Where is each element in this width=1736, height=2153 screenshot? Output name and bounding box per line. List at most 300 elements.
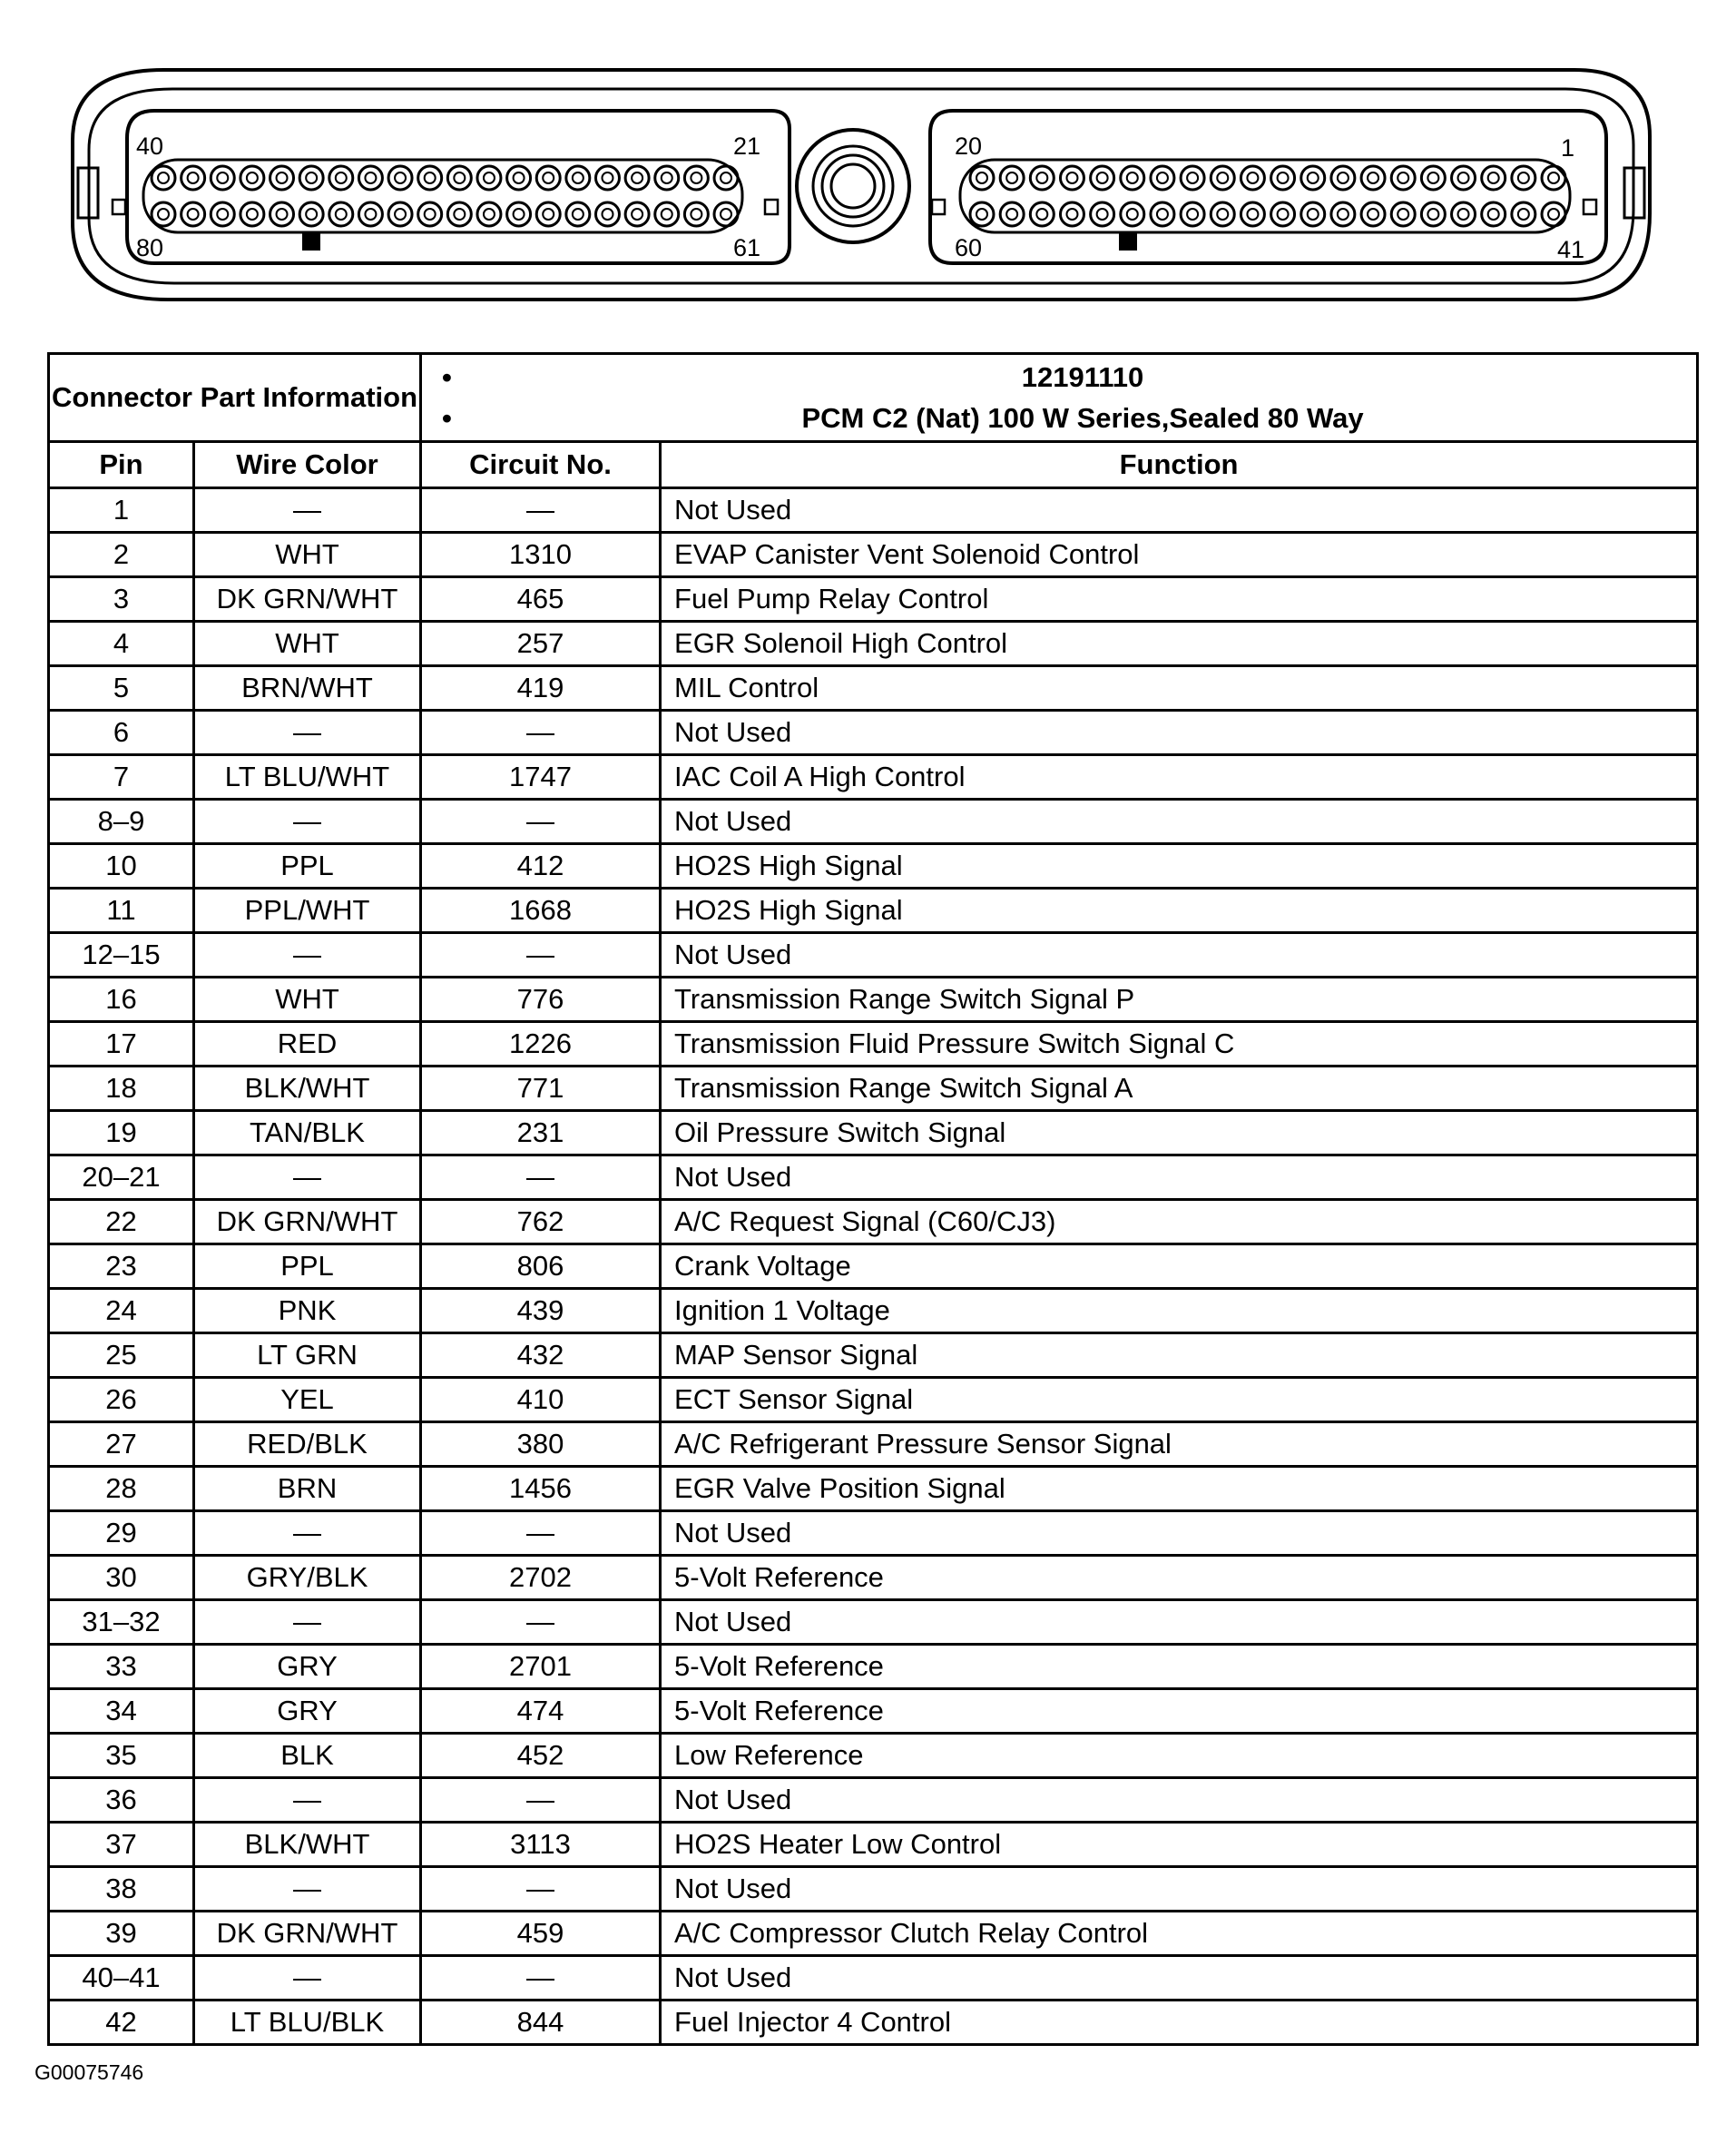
wire-color-cell: DK GRN/WHT [194, 577, 421, 622]
pin-socket-center [1548, 209, 1559, 220]
pin-socket-center [573, 172, 584, 183]
pin-socket [595, 166, 619, 190]
right-pin-block [930, 111, 1606, 263]
pin-label-1: 1 [1561, 134, 1575, 162]
table-row [49, 1244, 1698, 1289]
table-row [49, 533, 1698, 577]
pin-socket-center [217, 172, 228, 183]
pin-socket [536, 166, 560, 190]
pin-socket [1060, 166, 1084, 190]
pin-socket [507, 166, 531, 190]
right-key-square [1584, 200, 1596, 214]
table-row [49, 1867, 1698, 1912]
pin-socket-center [632, 172, 642, 183]
wire-color-cell: PPL/WHT [194, 889, 421, 933]
pin-socket-center [1458, 172, 1469, 183]
table-row [49, 1511, 1698, 1556]
wire-color-cell: BRN [194, 1467, 421, 1511]
wire-color-cell: WHT [194, 533, 421, 577]
function-cell: Not Used [661, 1956, 1698, 2001]
pin-socket-center [1127, 209, 1138, 220]
pin-socket-center [1308, 172, 1319, 183]
function-cell: A/C Refrigerant Pressure Sensor Signal [661, 1422, 1698, 1467]
wire-color-cell: DK GRN/WHT [194, 1912, 421, 1956]
pin-socket-center [514, 172, 525, 183]
pin-socket [625, 166, 649, 190]
wire-color-cell: DK GRN/WHT [194, 1200, 421, 1244]
pin-socket-center [1066, 172, 1077, 183]
pin-socket-center [454, 209, 465, 220]
pin-cell: 10 [49, 844, 194, 889]
pin-socket [595, 202, 619, 226]
table-row [49, 978, 1698, 1022]
pin-socket-center [217, 209, 228, 220]
pin-socket [1452, 202, 1476, 226]
wire-color-cell: — [194, 1155, 421, 1200]
pin-socket-center [1548, 172, 1559, 183]
table-row [49, 1645, 1698, 1689]
pin-socket-center [1217, 172, 1228, 183]
pin-socket [1211, 202, 1234, 226]
right-pin-array [970, 166, 1565, 226]
pin-socket-center [1247, 209, 1258, 220]
pin-socket-center [425, 172, 436, 183]
pin-socket [1151, 166, 1174, 190]
pin-socket [240, 202, 264, 226]
column-header-wire-color: Wire Color [194, 442, 421, 488]
pin-cell: 31–32 [49, 1600, 194, 1645]
table-row [49, 889, 1698, 933]
connector-pinout-table [47, 352, 1699, 2046]
right-polarity-mark [1119, 232, 1137, 251]
function-cell: IAC Coil A High Control [661, 755, 1698, 800]
pin-socket-center [158, 172, 169, 183]
pin-socket [1271, 202, 1295, 226]
pin-socket-center [573, 209, 584, 220]
pin-socket [1000, 202, 1024, 226]
circuit-no-cell: 419 [421, 666, 661, 711]
pin-cell: 35 [49, 1734, 194, 1778]
pin-socket-center [602, 209, 613, 220]
pin-socket [1211, 166, 1234, 190]
pin-socket-center [1036, 209, 1047, 220]
circuit-no-cell: 2701 [421, 1645, 661, 1689]
circuit-no-cell: 776 [421, 978, 661, 1022]
pin-socket [477, 202, 501, 226]
wire-color-cell: — [194, 1867, 421, 1912]
pin-socket [1241, 202, 1264, 226]
function-cell: Not Used [661, 1155, 1698, 1200]
wire-color-cell: — [194, 1600, 421, 1645]
pin-socket-center [514, 209, 525, 220]
table-row [49, 2001, 1698, 2045]
pin-socket-center [1518, 209, 1529, 220]
wire-color-cell: BLK/WHT [194, 1067, 421, 1111]
pin-socket [152, 202, 175, 226]
pin-socket-center [662, 209, 672, 220]
function-cell: HO2S High Signal [661, 889, 1698, 933]
pin-cell: 42 [49, 2001, 194, 2045]
pin-socket [1452, 166, 1476, 190]
pin-socket-center [1097, 209, 1108, 220]
pin-socket-center [277, 209, 288, 220]
column-header-pin: Pin [49, 442, 194, 488]
pin-socket-center [1187, 172, 1198, 183]
pin-socket-center [395, 172, 406, 183]
function-cell: 5-Volt Reference [661, 1689, 1698, 1734]
pin-socket [655, 202, 679, 226]
part-info-values [421, 354, 1698, 442]
table-row [49, 800, 1698, 844]
pin-socket-center [1278, 209, 1289, 220]
table-row [49, 1200, 1698, 1244]
center-left-key-square [765, 200, 778, 214]
function-cell: Transmission Range Switch Signal P [661, 978, 1698, 1022]
function-cell: Not Used [661, 1511, 1698, 1556]
pin-socket-center [1368, 209, 1378, 220]
pin-socket-center [1217, 209, 1228, 220]
function-cell: A/C Compressor Clutch Relay Control [661, 1912, 1698, 1956]
pin-socket-center [454, 172, 465, 183]
circuit-no-cell: — [421, 711, 661, 755]
wire-color-cell: LT GRN [194, 1333, 421, 1378]
table-row [49, 1155, 1698, 1200]
pin-socket-center [158, 209, 169, 220]
wire-color-cell: WHT [194, 622, 421, 666]
table-row [49, 755, 1698, 800]
pin-socket [1512, 202, 1535, 226]
pin-socket [1091, 166, 1114, 190]
wire-color-cell: — [194, 800, 421, 844]
pin-socket [1301, 202, 1325, 226]
wire-color-cell: BLK/WHT [194, 1823, 421, 1867]
pin-socket [1391, 202, 1415, 226]
pin-socket [181, 202, 205, 226]
circuit-no-cell: 1747 [421, 755, 661, 800]
pin-cell: 4 [49, 622, 194, 666]
pin-socket [388, 166, 412, 190]
circuit-no-cell: 231 [421, 1111, 661, 1155]
wire-color-cell: PPL [194, 844, 421, 889]
pin-socket [270, 166, 294, 190]
pin-socket-center [1427, 209, 1438, 220]
circuit-no-cell: 257 [421, 622, 661, 666]
pin-socket [1181, 202, 1204, 226]
wire-color-cell: TAN/BLK [194, 1111, 421, 1155]
pin-socket [418, 202, 442, 226]
pin-cell: 24 [49, 1289, 194, 1333]
wire-color-cell: — [194, 1778, 421, 1823]
pin-socket [1121, 166, 1144, 190]
center-bolt-ring [813, 146, 893, 226]
pin-cell: 11 [49, 889, 194, 933]
circuit-no-cell: 452 [421, 1734, 661, 1778]
wire-color-cell: — [194, 1511, 421, 1556]
pin-socket [625, 202, 649, 226]
pin-socket [1391, 166, 1415, 190]
center-bolt-hole [831, 164, 875, 208]
pin-socket [477, 166, 501, 190]
pin-socket [1361, 166, 1385, 190]
pin-socket [447, 166, 471, 190]
pin-socket-center [1458, 209, 1469, 220]
circuit-no-cell: — [421, 488, 661, 533]
pin-cell: 7 [49, 755, 194, 800]
table-row [49, 1422, 1698, 1467]
table-row [49, 1022, 1698, 1067]
pin-socket [181, 166, 205, 190]
table-row [49, 622, 1698, 666]
circuit-no-cell: 1668 [421, 889, 661, 933]
pin-socket [1421, 202, 1445, 226]
pin-socket-center [1157, 172, 1168, 183]
pin-socket-center [365, 172, 376, 183]
pin-socket-center [662, 172, 672, 183]
pin-socket-center [1308, 209, 1319, 220]
function-cell: HO2S High Signal [661, 844, 1698, 889]
function-cell: Fuel Pump Relay Control [661, 577, 1698, 622]
pin-label-40: 40 [136, 133, 164, 160]
function-cell: Not Used [661, 1867, 1698, 1912]
pin-socket [299, 202, 323, 226]
pin-socket [358, 166, 382, 190]
function-cell: Not Used [661, 1778, 1698, 1823]
pin-cell: 34 [49, 1689, 194, 1734]
circuit-no-cell: 771 [421, 1067, 661, 1111]
pin-socket-center [691, 209, 701, 220]
pin-socket [358, 202, 382, 226]
pin-cell: 27 [49, 1422, 194, 1467]
pin-socket-center [1066, 209, 1077, 220]
function-cell: MAP Sensor Signal [661, 1333, 1698, 1378]
table-row [49, 1556, 1698, 1600]
circuit-no-cell: 380 [421, 1422, 661, 1467]
pin-socket [655, 166, 679, 190]
pin-label-41: 41 [1557, 236, 1585, 263]
connector-face-diagram [0, 0, 1736, 327]
function-cell: Low Reference [661, 1734, 1698, 1778]
circuit-no-cell: 459 [421, 1912, 661, 1956]
pin-socket-center [1368, 172, 1378, 183]
pin-socket-center [1097, 172, 1108, 183]
pin-cell: 33 [49, 1645, 194, 1689]
pin-cell: 23 [49, 1244, 194, 1289]
wire-color-cell: PPL [194, 1244, 421, 1289]
table-row [49, 1467, 1698, 1511]
function-cell: EVAP Canister Vent Solenoid Control [661, 533, 1698, 577]
pin-socket-center [1278, 172, 1289, 183]
pin-socket-center [484, 209, 495, 220]
function-cell: HO2S Heater Low Control [661, 1823, 1698, 1867]
pin-cell: 30 [49, 1556, 194, 1600]
table-row [49, 1734, 1698, 1778]
column-header-row [49, 442, 1698, 488]
pin-socket [507, 202, 531, 226]
circuit-no-cell: 432 [421, 1333, 661, 1378]
pin-socket-center [1518, 172, 1529, 183]
pin-label-80: 80 [136, 234, 164, 261]
pin-socket [329, 202, 353, 226]
table-row [49, 488, 1698, 533]
pin-label-61: 61 [733, 234, 761, 261]
wire-color-cell: BLK [194, 1734, 421, 1778]
table-row [49, 1289, 1698, 1333]
pin-cell: 39 [49, 1912, 194, 1956]
pin-socket-center [1036, 172, 1047, 183]
table-row [49, 1333, 1698, 1378]
wire-color-cell: BRN/WHT [194, 666, 421, 711]
pin-socket-center [188, 172, 199, 183]
pin-cell: 18 [49, 1067, 194, 1111]
part-number: • 12191110 [469, 357, 1696, 398]
function-cell: ECT Sensor Signal [661, 1378, 1698, 1422]
pin-socket-center [1006, 172, 1017, 183]
circuit-no-cell: 1226 [421, 1022, 661, 1067]
table-row [49, 711, 1698, 755]
pin-socket [240, 166, 264, 190]
table-row [49, 1067, 1698, 1111]
table-row [49, 1956, 1698, 2001]
function-cell: EGR Solenoil High Control [661, 622, 1698, 666]
pin-socket [388, 202, 412, 226]
pin-socket [211, 202, 234, 226]
connector-description: • PCM C2 (Nat) 100 W Series,Sealed 80 Way [469, 398, 1696, 438]
wire-color-cell: — [194, 711, 421, 755]
pin-socket [447, 202, 471, 226]
wire-color-cell: LT BLU/WHT [194, 755, 421, 800]
column-header-function: Function [661, 442, 1698, 488]
pin-socket-center [602, 172, 613, 183]
pin-socket [1512, 166, 1535, 190]
wire-color-cell: GRY/BLK [194, 1556, 421, 1600]
pin-cell: 26 [49, 1378, 194, 1422]
pin-cell: 12–15 [49, 933, 194, 978]
table-row [49, 933, 1698, 978]
part-info-label: Connector Part Information [49, 354, 421, 442]
pin-socket [1000, 166, 1024, 190]
pin-socket [714, 202, 738, 226]
pin-socket [566, 166, 590, 190]
center-right-key-square [932, 200, 945, 214]
function-cell: Not Used [661, 488, 1698, 533]
pin-label-21: 21 [733, 133, 761, 160]
pin-cell: 38 [49, 1867, 194, 1912]
pin-socket [1542, 202, 1565, 226]
pin-socket [684, 202, 708, 226]
function-cell: A/C Request Signal (C60/CJ3) [661, 1200, 1698, 1244]
pin-label-20: 20 [955, 133, 983, 160]
column-header-circuit-no: Circuit No. [421, 442, 661, 488]
function-cell: Oil Pressure Switch Signal [661, 1111, 1698, 1155]
wire-color-cell: GRY [194, 1645, 421, 1689]
wire-color-cell: LT BLU/BLK [194, 2001, 421, 2045]
pin-socket-center [336, 209, 347, 220]
circuit-no-cell: 474 [421, 1689, 661, 1734]
wire-color-cell: RED/BLK [194, 1422, 421, 1467]
pin-socket [970, 202, 994, 226]
table-row [49, 1111, 1698, 1155]
wire-color-cell: GRY [194, 1689, 421, 1734]
pin-socket [152, 166, 175, 190]
pin-socket-center [1157, 209, 1168, 220]
pin-socket [536, 202, 560, 226]
pin-socket-center [336, 172, 347, 183]
pin-socket [1482, 202, 1506, 226]
pin-socket-center [365, 209, 376, 220]
pin-cell: 5 [49, 666, 194, 711]
pin-socket [714, 166, 738, 190]
wire-color-cell: — [194, 933, 421, 978]
pin-socket [270, 202, 294, 226]
pin-socket-center [1338, 172, 1349, 183]
table-row [49, 1778, 1698, 1823]
pin-cell: 2 [49, 533, 194, 577]
pin-socket [211, 166, 234, 190]
pin-socket [329, 166, 353, 190]
pin-cell: 17 [49, 1022, 194, 1067]
circuit-no-cell: — [421, 800, 661, 844]
pin-socket-center [721, 172, 731, 183]
pin-socket-center [306, 172, 317, 183]
pin-cell: 22 [49, 1200, 194, 1244]
function-cell: 5-Volt Reference [661, 1645, 1698, 1689]
pin-socket-center [425, 209, 436, 220]
wire-color-cell: — [194, 488, 421, 533]
pin-socket [1271, 166, 1295, 190]
pin-socket-center [1488, 172, 1499, 183]
pin-socket [566, 202, 590, 226]
circuit-no-cell: — [421, 1867, 661, 1912]
pin-socket-center [543, 172, 554, 183]
pin-socket-center [306, 209, 317, 220]
circuit-no-cell: 412 [421, 844, 661, 889]
pin-cell: 6 [49, 711, 194, 755]
pin-socket [1181, 166, 1204, 190]
table-row [49, 1823, 1698, 1867]
pin-socket-center [1398, 172, 1408, 183]
wire-color-cell: WHT [194, 978, 421, 1022]
pin-socket [1331, 166, 1355, 190]
function-cell: Not Used [661, 1600, 1698, 1645]
pin-cell: 8–9 [49, 800, 194, 844]
wire-color-cell: — [194, 1956, 421, 2001]
pin-socket [1331, 202, 1355, 226]
function-cell: Not Used [661, 933, 1698, 978]
circuit-no-cell: 410 [421, 1378, 661, 1422]
pin-socket [1542, 166, 1565, 190]
pin-socket [1361, 202, 1385, 226]
function-cell: Transmission Fluid Pressure Switch Signal C [661, 1022, 1698, 1067]
circuit-no-cell: 465 [421, 577, 661, 622]
pin-cell: 40–41 [49, 1956, 194, 2001]
pin-socket [1241, 166, 1264, 190]
circuit-no-cell: — [421, 1155, 661, 1200]
function-cell: Not Used [661, 800, 1698, 844]
pin-socket [970, 166, 994, 190]
function-cell: Fuel Injector 4 Control [661, 2001, 1698, 2045]
pin-socket-center [1427, 172, 1438, 183]
pin-socket [1482, 166, 1506, 190]
pin-socket [1121, 202, 1144, 226]
function-cell: Crank Voltage [661, 1244, 1698, 1289]
circuit-no-cell: — [421, 1956, 661, 2001]
pin-socket-center [247, 172, 258, 183]
wire-color-cell: PNK [194, 1289, 421, 1333]
pin-cell: 3 [49, 577, 194, 622]
pin-socket [1091, 202, 1114, 226]
pin-label-60: 60 [955, 234, 983, 261]
pin-socket-center [395, 209, 406, 220]
